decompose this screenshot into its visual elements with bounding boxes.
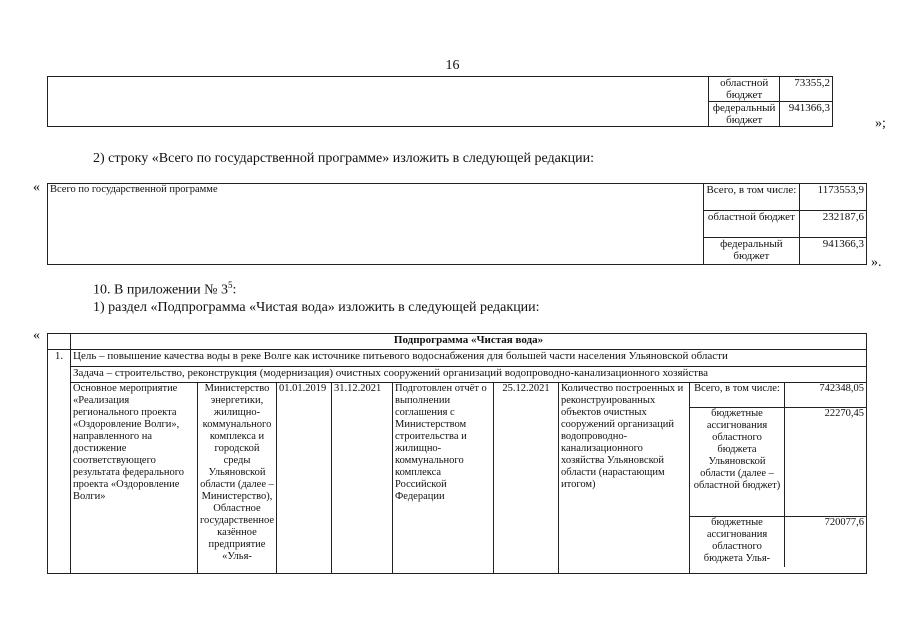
fin-label: бюджетные ассигнования областного бюджета Ульяновской области (далее – областной бюджет) — [690, 408, 785, 517]
fund-label-cell: федеральный бюджет — [703, 238, 800, 265]
fin-label: бюджетные ассигнования областного бюджета Улья- — [690, 517, 785, 568]
task-cell: Задача – строительство, реконструкция (модернизация) очистных сооружений организаций водопроводно-канализационного хозяйства — [71, 367, 867, 383]
closing-quote: »; — [875, 116, 886, 131]
fund-label-cell: Всего, в том числе: — [703, 184, 800, 211]
paragraph-10 — [93, 280, 236, 299]
paragraph-2: 2) строку «Всего по государственной программе» изложить в следующей редакции: — [93, 151, 595, 166]
fund-value-cell: 232187,6 — [800, 211, 867, 238]
open-quote: « — [33, 328, 40, 343]
goal-cell: Цель – повышение качества воды в реке Волге как источнике питьевого водоснабжения для большей части населения Ульяновской области — [71, 350, 867, 367]
fund-label-cell: федеральный бюджет — [709, 102, 780, 127]
top-funding-table — [47, 76, 833, 127]
paragraph-10-text: 10. В приложении № 3 — [93, 282, 228, 298]
subprogram-table — [47, 333, 867, 574]
fund-value-cell: 1173553,9 — [800, 184, 867, 211]
fund-label-cell: областной бюджет — [703, 211, 800, 238]
executor-cell: Министерство энергетики, жилищно-коммунального комплекса и городской среды Ульяновской области (далее – Министерство), Областное государственное казённое предприятие «Улья- — [198, 383, 277, 574]
total-title-cell: Всего по государственной программе — [48, 184, 704, 265]
fin-label: Всего, в том числе: — [690, 383, 785, 408]
row-number: 1. — [48, 350, 71, 574]
total-program-table — [47, 183, 867, 265]
fin-value: 720077,6 — [785, 517, 867, 568]
fin-value: 22270,45 — [785, 408, 867, 517]
end-date-cell: 31.12.2021 — [332, 383, 393, 574]
fund-value-cell: 941366,3 — [780, 102, 833, 127]
start-date-cell: 01.01.2019 — [277, 383, 332, 574]
subprogram-header: Подпрограмма «Чистая вода» — [71, 334, 867, 350]
closing-quote: ». — [871, 255, 882, 270]
footnote-marker: 5 — [228, 280, 233, 290]
empty-title-cell — [48, 77, 709, 127]
paragraph-10-colon: : — [232, 282, 237, 298]
control-event-cell: Подготовлен отчёт о выполнении соглашения с Министерством строительства и жилищно-коммунального комплекса Российской Федерации — [393, 383, 494, 574]
activity-cell: Основное мероприятие «Реализация регионального проекта «Оздоровление Волги», направленного на достижение соответствующего результата федерального проекта «Оздоровление Волги» — [71, 383, 198, 574]
fund-value-cell: 73355,2 — [780, 77, 833, 102]
page-number: 16 — [445, 58, 460, 73]
open-quote: « — [33, 180, 40, 195]
fin-value: 742348,05 — [785, 383, 867, 408]
financing-cell — [690, 383, 867, 574]
control-date-cell: 25.12.2021 — [494, 383, 559, 574]
num-cell-empty — [48, 334, 71, 350]
financing-subtable — [690, 383, 866, 567]
fund-value-cell: 941366,3 — [800, 238, 867, 265]
paragraph-1: 1) раздел «Подпрограмма «Чистая вода» изложить в следующей редакции: — [93, 300, 540, 315]
indicator-cell: Количество построенных и реконструированных объектов очистных сооружений организаций водопроводно-канализационного хозяйства Ульяновской области (нарастающим итогом) — [559, 383, 690, 574]
fund-label-cell: областной бюджет — [709, 77, 780, 102]
